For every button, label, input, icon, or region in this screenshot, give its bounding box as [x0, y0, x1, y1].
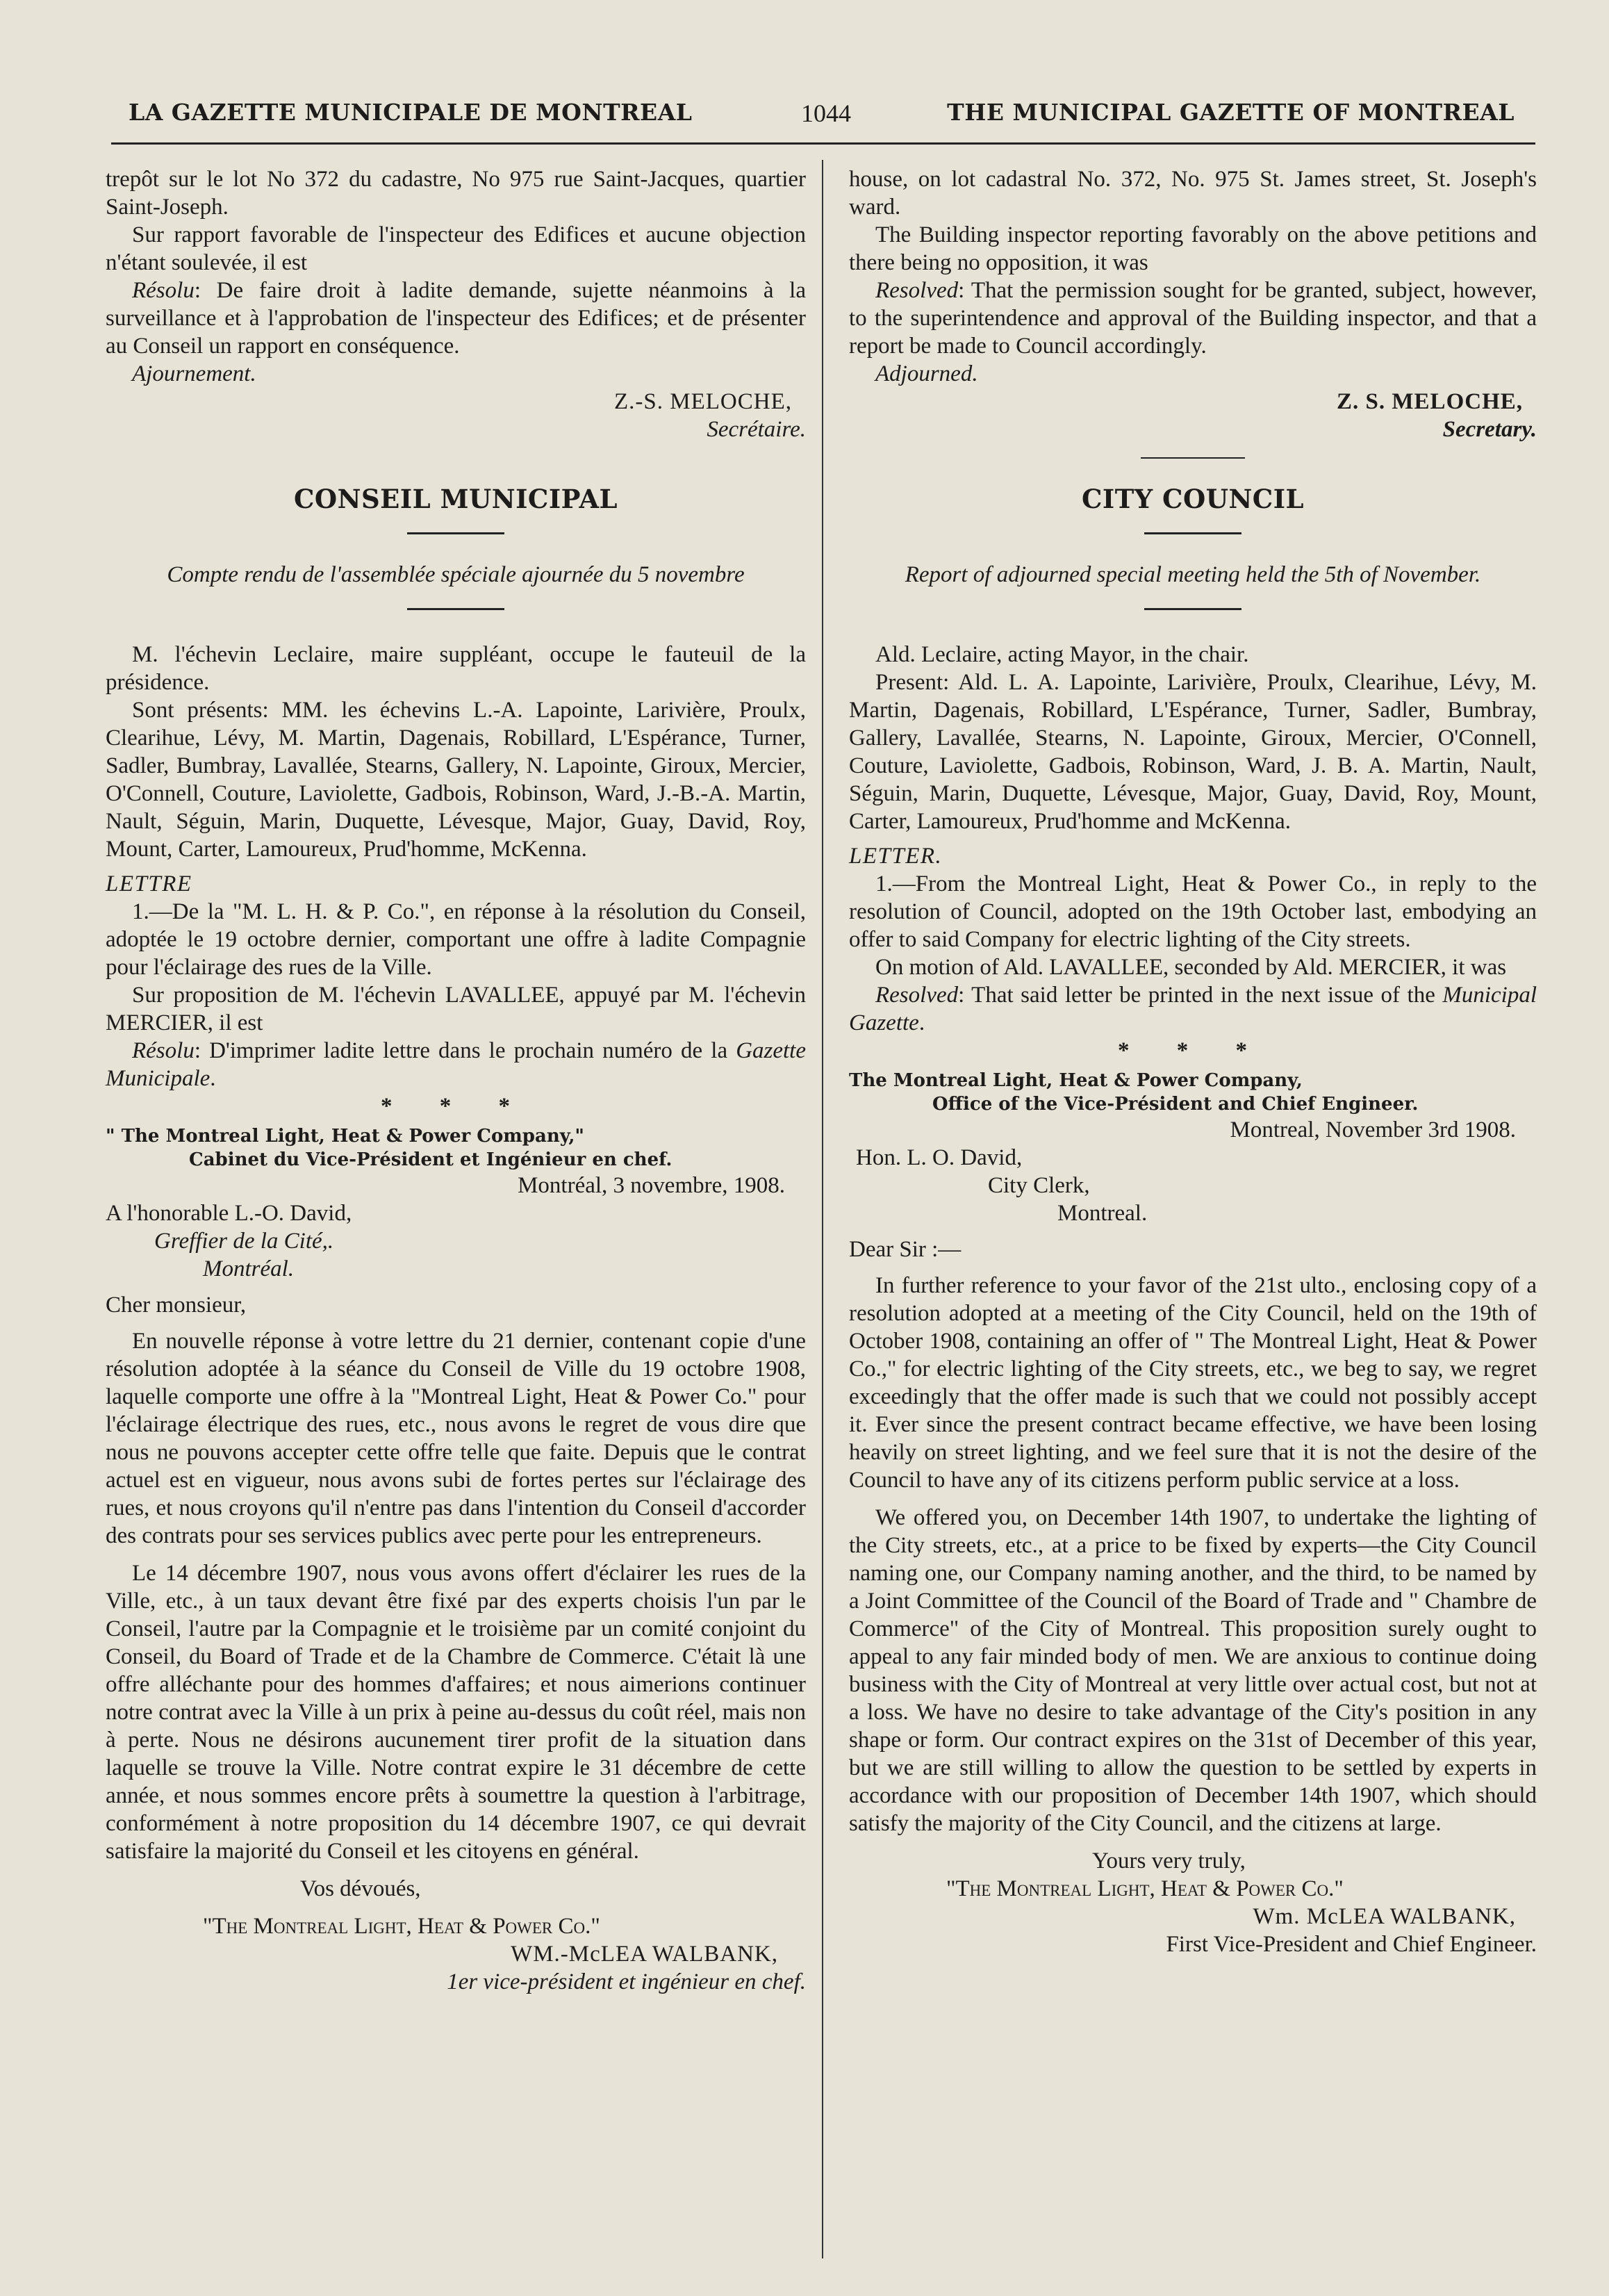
gazette-name-en: Municipal Gazette: [849, 983, 1537, 1035]
resolved-label-2-en: Resolved: [875, 983, 959, 1008]
closing: Vos dévoués,: [300, 1876, 421, 1901]
letter-heading: LETTRE: [106, 871, 192, 896]
resolved-label-en: Resolved: [875, 278, 959, 303]
signer-title: 1er vice-président et ingénieur en chef.: [447, 1969, 806, 1994]
secretary-name: Z.-S. MELOCHE,: [614, 389, 792, 414]
header-english-title: THE MUNICIPAL GAZETTE OF MONTREAL: [947, 99, 1515, 126]
addressee-city: Montréal.: [203, 1256, 295, 1281]
letter-body-2: Le 14 décembre 1907, nous vous avons offert d'éclairer les rues de la Ville, etc., à un taux devant être fixé par des experts choisis l'un par le Conseil, l'autre par la Compagnie et le troisième par un comité conjoint du Conseil, du Board of Trade et de la Chambre de Commerce. C'était là une offre alléchante pour des hommes d'affaires; et nous aimerions continuer notre contrat avec la Ville à un prix à peine au-dessus du coût réel, mais non à perte. Nous ne désirons aucunement tirer profit de la situation dans laquelle se trouve la Ville. Notre contrat expire le 31 décembre de cette année, et nous sommes encore prêts à soumettre la question à l'arbitrage, conformément à notre proposition du 14 décembre 1907, ce qui devrait satisfaire la majorité du Conseil et les citoyens en général.: [106, 1561, 806, 1864]
office-letterhead-en: Office of the Vice-Président and Chief Engineer.: [932, 1094, 1419, 1115]
separator-stars-en: * * *: [1118, 1038, 1268, 1063]
addressee-title-en: City Clerk,: [988, 1173, 1090, 1198]
office-letterhead: Cabinet du Vice-Président et Ingénieur en chef.: [189, 1149, 673, 1170]
resolved-label-2: Résolu: [132, 1038, 195, 1063]
salutation-en: Dear Sir :—: [849, 1237, 962, 1262]
resolution-text: : De faire droit à ladite demande, sujette néanmoins à la surveillance et à l'approbation de l'inspecteur des Edifices; et de présenter au Conseil un rapport en conséquence.: [106, 278, 806, 359]
resolution-print-text: : D'imprimer ladite lettre dans le prochain numéro de la: [194, 1038, 736, 1063]
section-title-en: CITY COUNCIL: [1081, 484, 1305, 514]
company-letterhead-en: The Montreal Light, Heat & Power Company,: [849, 1070, 1303, 1091]
letter-body-1: En nouvelle réponse à votre lettre du 21 dernier, contenant copie d'une résolution adoptée à la séance du Conseil de Ville du 19 octobre 1908, laquelle comporte une offre à la "Montreal Light, Heat & Power Co." pour l'éclairage électrique des rues, etc., nous avons le regret de vous dire que nous ne pouvons accepter cette offre telle que faite. Depuis que le contrat actuel est en vigueur, nous avons subi de fortes pertes sur l'éclairage des rues, et nous croyons qu'il n'entre pas dans l'intention du Conseil d'accorder des contrats pour ses services publics avec perte pour les entrepreneurs.: [106, 1329, 806, 1548]
continued-paragraph-en: house, on lot cadastral No. 372, No. 975 St. James street, St. Joseph's ward.: [849, 167, 1537, 220]
letter-date-en: Montreal, November 3rd 1908.: [1230, 1117, 1516, 1142]
signer-name: WM.-McLEA WALBANK,: [511, 1942, 778, 1967]
meeting-subtitle-en: Report of adjourned special meeting held the 5th of November.: [905, 562, 1481, 587]
separator-stars: * * *: [381, 1094, 531, 1119]
secretary-title-en: Secretary.: [1442, 417, 1537, 442]
company-signature: "The Montreal Light, Heat & Power Co.": [203, 1914, 600, 1939]
signer-title-en: First Vice-President and Chief Engineer.: [1166, 1932, 1537, 1957]
report-paragraph-en: The Building inspector reporting favorably on the above petitions and there being no opposition, it was: [849, 222, 1537, 275]
column-divider: [822, 160, 823, 2258]
letter-heading-en: LETTER.: [849, 844, 943, 869]
addressee-name-en: Hon. L. O. David,: [856, 1145, 1023, 1170]
letter-item-en: 1.—From the Montreal Light, Heat & Power Co., in reply to the resolution of Council, adopted on the 19th October last, embodying an offer to said Company for electric lighting of the City streets.: [849, 871, 1537, 952]
page-header: [129, 99, 1515, 147]
continued-paragraph: trepôt sur le lot No 372 du cadastre, No 975 rue Saint-Jacques, quartier Saint-Joseph.: [106, 167, 806, 220]
attendance-paragraph-en: Present: Ald. L. A. Lapointe, Larivière, Proulx, Clearihue, Lévy, M. Martin, Dagenais, Robillard, L'Espérance, Turner, Sadler, Bumbray, Gallery, Lavallée, Stearns, N. Lapointe, Giroux, Mercier, O'Connell, Couture, Laviolette, Gadbois, Robinson, Ward, J. B. A. Martin, Nault, Séguin, Marin, Duquette, Lévesque, Major, Guay, David, Roy, Mount, Carter, Lamoureux, Prud'homme and McKenna.: [849, 670, 1537, 834]
resolution-print: [106, 1037, 806, 1092]
company-signature-en: "The Montreal Light, Heat & Power Co.": [946, 1876, 1344, 1901]
addressee-city-en: Montreal.: [1057, 1201, 1148, 1226]
closing-en: Yours very truly,: [1092, 1848, 1246, 1873]
secretary-title: Secrétaire.: [707, 417, 806, 442]
english-column: [849, 165, 1537, 1958]
secretary-name-en: Z. S. MELOCHE,: [1337, 389, 1523, 414]
header-rule: [111, 142, 1535, 145]
page-number: 1044: [801, 99, 851, 127]
signer-name-en: Wm. McLEA WALBANK,: [1253, 1904, 1516, 1929]
resolution-paragraph-en: [849, 277, 1537, 360]
chair-paragraph-en: Ald. Leclaire, acting Mayor, in the chair.: [875, 642, 1249, 667]
meeting-subtitle: Compte rendu de l'assemblée spéciale ajournée du 5 novembre: [167, 562, 745, 587]
adjournment: Ajournement.: [132, 361, 256, 386]
resolution-print-end-en: .: [918, 1010, 925, 1035]
attendance-paragraph: Sont présents: MM. les échevins L.-A. Lapointe, Larivière, Proulx, Clearihue, Lévy, M. Martin, Dagenais, Robillard, L'Espérance, Turner, Sadler, Bumbray, Lavallée, Stearns, Gallery, N. Lapointe, Giroux, Mercier, O'Connell, Couture, Laviolette, Gadbois, Robinson, Ward, J.-B.-A. Martin, Nault, Séguin, Marin, Duquette, Lévesque, Major, Guay, David, Roy, Mount, Carter, Lamoureux, Prud'homme, McKenna.: [106, 698, 806, 862]
company-letterhead: " The Montreal Light, Heat & Power Company,": [106, 1126, 584, 1147]
report-paragraph: Sur rapport favorable de l'inspecteur des Edifices et aucune objection n'étant soulevée, il est: [106, 222, 806, 275]
resolution-print-text-en: : That said letter be printed in the next issue of the: [958, 983, 1443, 1008]
resolution-print-en: [849, 981, 1537, 1037]
letter-item: 1.—De la "M. L. H. & P. Co.", en réponse à la résolution du Conseil, adoptée le 19 octobre dernier, comportant une offre à ladite Compagnie pour l'éclairage des rues de la Ville.: [106, 899, 806, 980]
motion-paragraph: Sur proposition de M. l'échevin LAVALLEE, appuyé par M. l'échevin MERCIER, il est: [106, 983, 806, 1035]
letter-date: Montréal, 3 novembre, 1908.: [518, 1173, 785, 1198]
resolution-print-end: .: [210, 1066, 216, 1091]
header-french-title: LA GAZETTE MUNICIPALE DE MONTREAL: [129, 99, 693, 126]
chair-paragraph: M. l'échevin Leclaire, maire suppléant, occupe le fauteuil de la présidence.: [106, 642, 806, 695]
addressee-title: Greffier de la Cité,.: [154, 1229, 334, 1254]
french-column: [106, 165, 806, 1996]
motion-paragraph-en: On motion of Ald. LAVALLEE, seconded by Ald. MERCIER, it was: [875, 955, 1507, 980]
letter-body-2-en: We offered you, on December 14th 1907, to undertake the lighting of the City streets, etc., at a price to be fixed by experts—the City Council naming one, our Company naming another, and the third, to be named by a Joint Committee of the Council of the Board of Trade and " Chambre de Commerce" of the City of Montreal. This proposition surely ought to appeal to any fair minded body of men. We are anxious to continue doing business with the City of Montreal at very little over actual cost, but not at a loss. We have no desire to take advantage of the City's position in any shape or form. Our contract expires on the 31st of December of this year, but we are still willing to allow the question to be settled by experts in accordance with our proposition of December 14th 1907, which should satisfy the majority of the City Council, and the citizens at large.: [849, 1505, 1537, 1836]
addressee-name: A l'honorable L.-O. David,: [106, 1201, 352, 1226]
section-title: CONSEIL MUNICIPAL: [293, 484, 618, 514]
resolution-text-en: : That the permission sought for be granted, subject, however, to the superintendence and approval of the Building inspector, and that a report be made to Council accordingly.: [849, 278, 1537, 359]
gazette-name: Gazette Municipale: [106, 1038, 806, 1091]
adjournment-en: Adjourned.: [875, 361, 978, 386]
resolution-paragraph: [106, 277, 806, 360]
letter-body-1-en: In further reference to your favor of the 21st ulto., enclosing copy of a resolution adopted at a meeting of the City Council, held on the 19th of October 1908, containing an offer of " The Montreal Light, Heat & Power Co.," for electric lighting of the City streets, etc., we beg to say, we regret exceedingly that the offer made is such that we could not possibly accept it. Ever since the present contract became effective, we have been losing heavily on street lighting, and we feel sure that it is not the desire of the Council to have any of its citizens perform public service at a loss.: [849, 1273, 1537, 1493]
resolved-label: Résolu: [132, 278, 195, 303]
salutation: Cher monsieur,: [106, 1293, 247, 1318]
